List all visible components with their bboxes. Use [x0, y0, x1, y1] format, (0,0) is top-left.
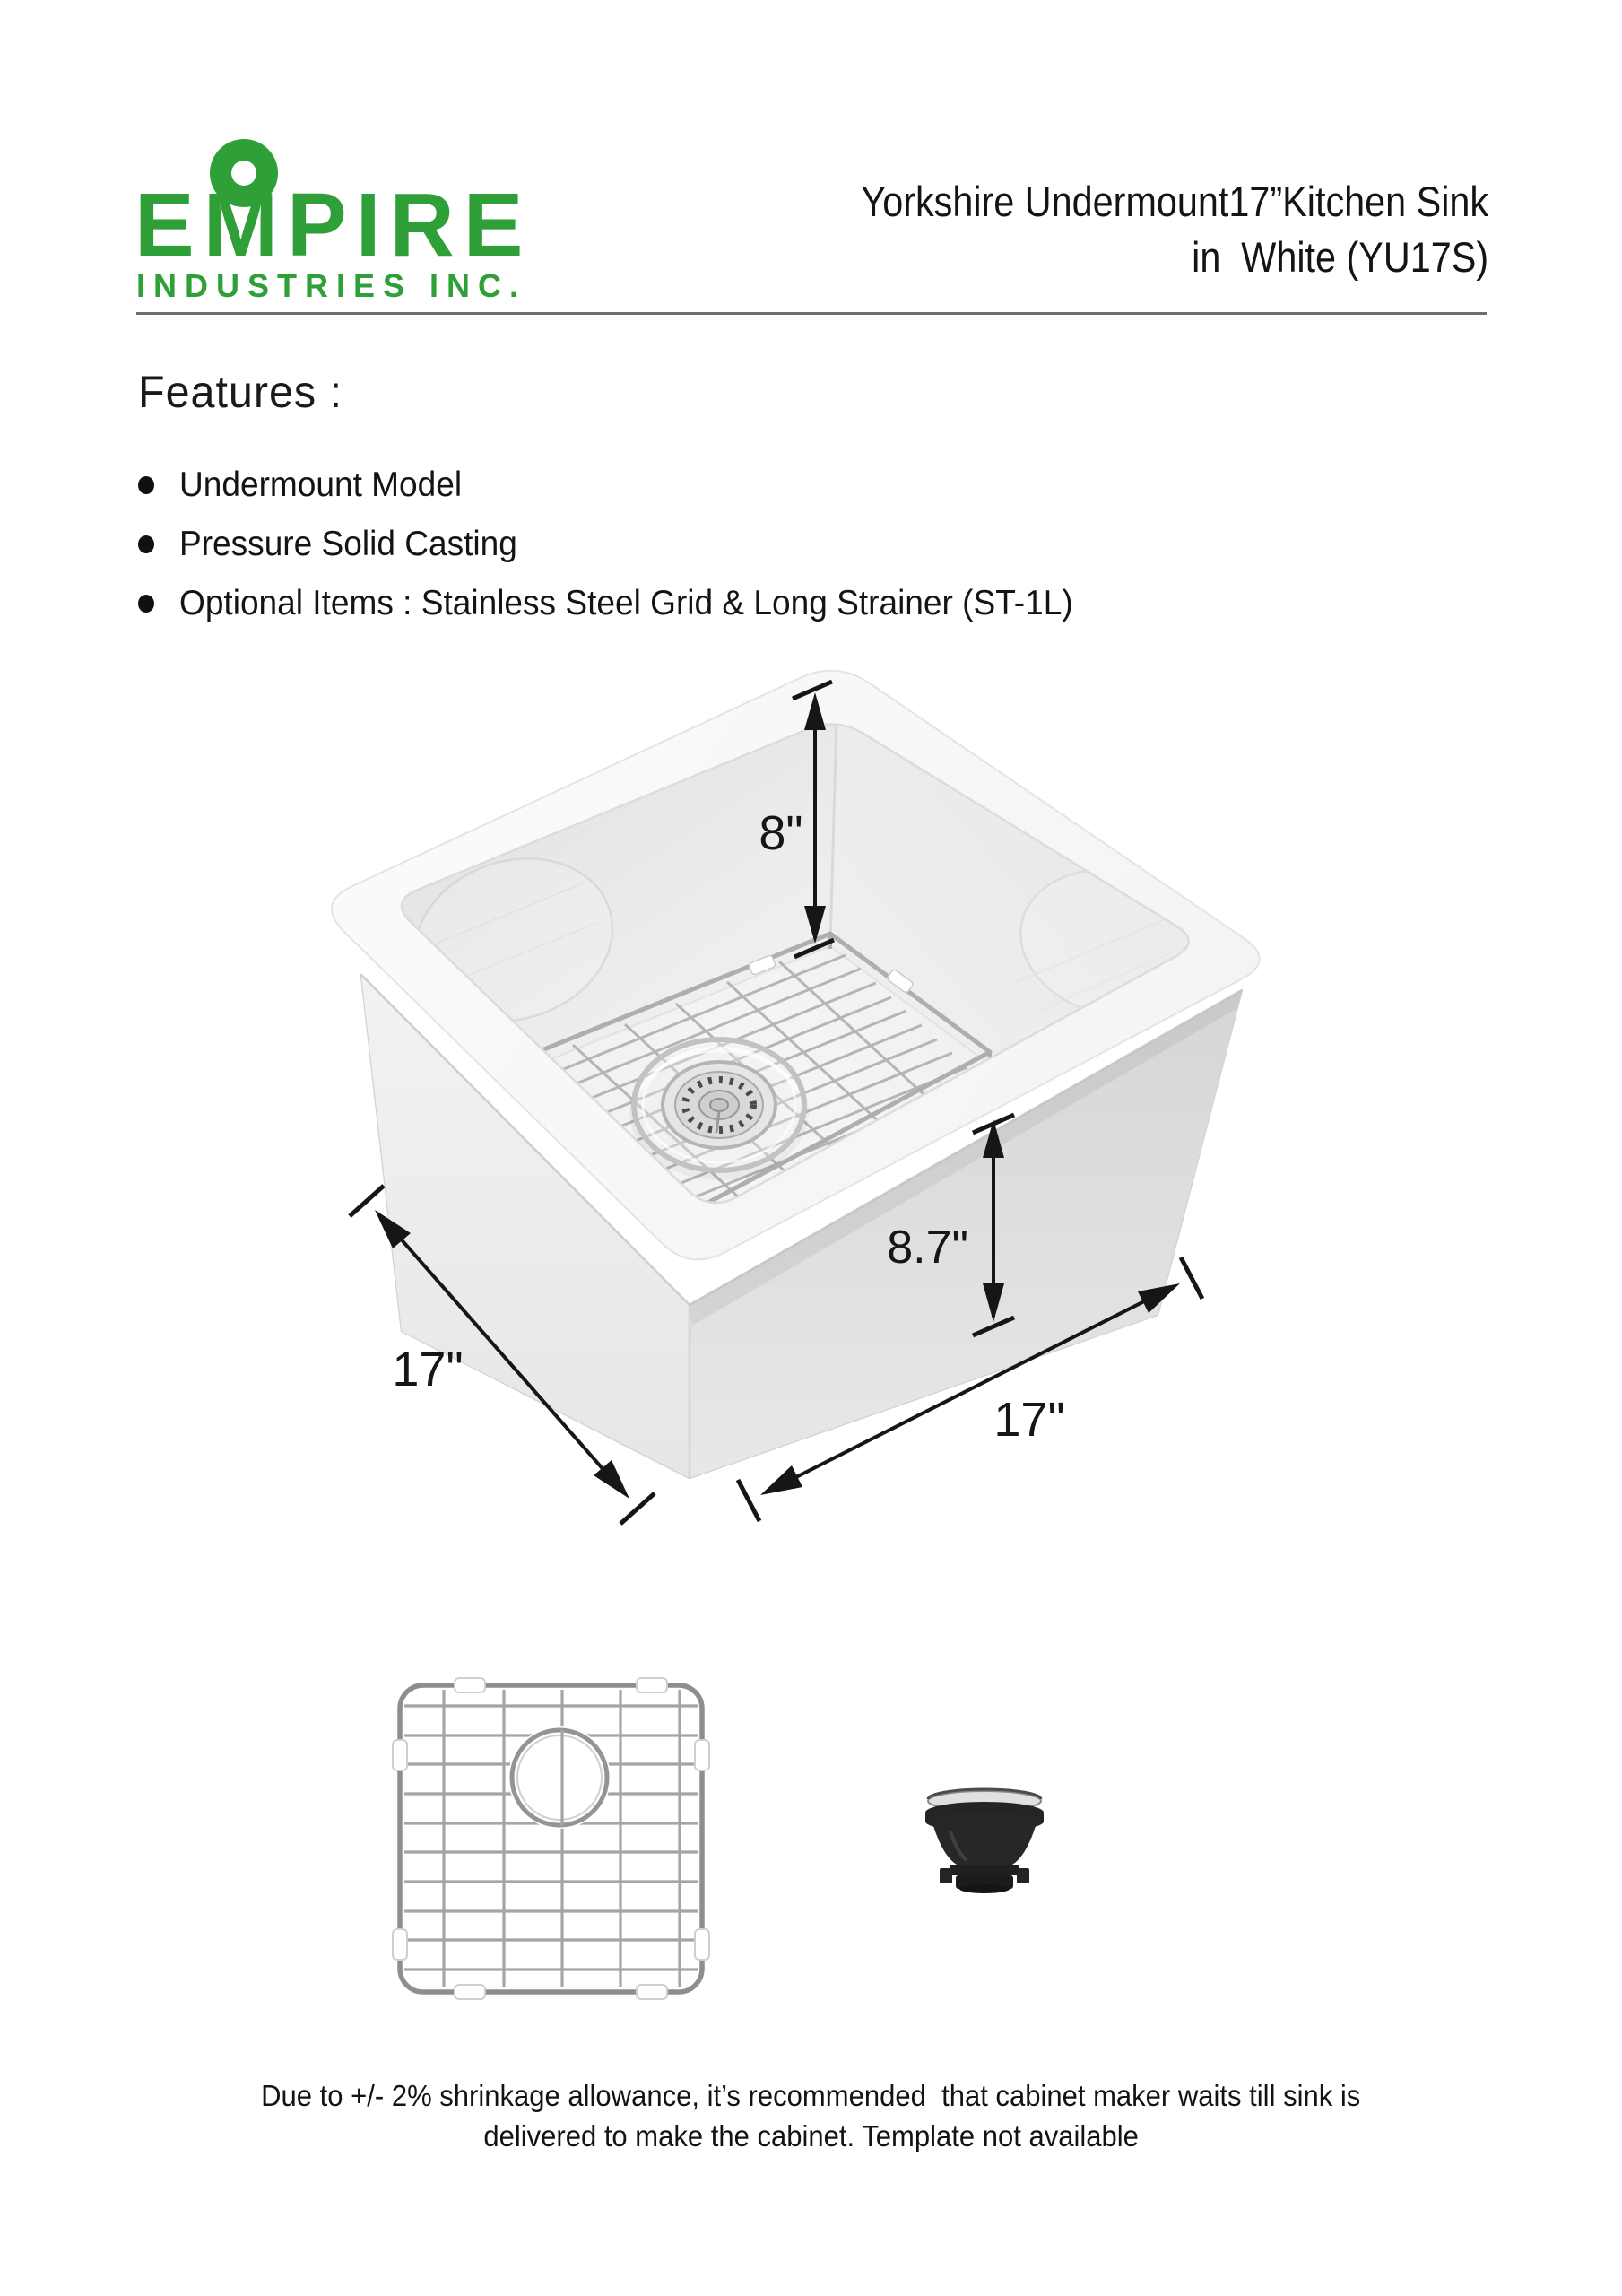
shrinkage-note-line1: Due to +/- 2% shrinkage allowance, it’s recommended that cabinet maker waits till sink is [261, 2079, 1361, 2112]
feature-item-label: Pressure Solid Casting [179, 525, 517, 563]
product-title-line2: in White (YU17S) [1192, 233, 1488, 281]
logo-subtext: INDUSTRIES INC. [136, 267, 527, 304]
feature-item-label: Optional Items : Stainless Steel Grid & Long Strainer (ST-1L) [179, 584, 1073, 622]
arrowhead-icon [760, 1465, 802, 1495]
feature-item-label: Undermount Model [179, 465, 463, 504]
grid-accessory-clips [393, 1678, 709, 1999]
product-title-line1: Yorkshire Undermount17”Kitchen Sink [861, 178, 1488, 225]
sink-illustration [332, 671, 1260, 1524]
grid-accessory-illustration [393, 1678, 709, 1999]
strainer-accessory-illustration [925, 1789, 1044, 1893]
dim-label-depth: 8" [759, 806, 803, 860]
tick-mark [350, 1186, 384, 1216]
dim-label-height: 8.7" [887, 1222, 968, 1274]
dim-label-width-right: 17" [993, 1393, 1065, 1447]
features-heading: Features : [138, 367, 343, 417]
strainer-body [933, 1826, 1036, 1865]
tick-mark [738, 1480, 759, 1521]
shrinkage-note [0, 2075, 1622, 2156]
logo-wordmark: EMPIRE [134, 175, 533, 275]
tick-mark [620, 1493, 655, 1524]
shrinkage-note-line2: delivered to make the cabinet. Template not available [483, 2119, 1139, 2152]
dim-label-width-left: 17" [392, 1343, 464, 1396]
tick-mark [1181, 1257, 1202, 1299]
